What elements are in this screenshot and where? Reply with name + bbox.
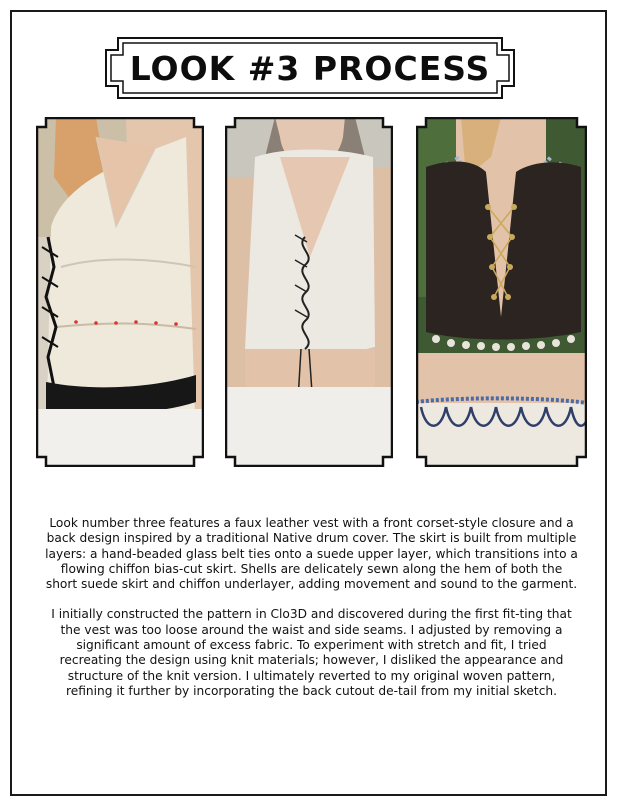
photo-knit-version — [225, 117, 393, 467]
paragraph-design: Look number three features a faux leather vest with a front corset-style closure and a back design inspired by a traditional Native drum cover. The skirt is built from multiple layers: a hand-beaded glass belt ties onto a suede upper layer, which transitions into a flowing chiffon bias-cut skirt. Shells are delicately sewn along the hem of both the short suede skirt and chiffon underlayer, adding movement and sound to the garment. — [45, 516, 578, 592]
photo-muslin-mockup — [36, 117, 204, 467]
paragraph-process: I initially constructed the pattern in Clo3D and discovered during the first fit-ting that the vest was too loose around the waist and side seams. I adjusted by removing a significant amount of excess fabric. To experiment with stretch and fit, I tried recreating the design using knit materials; however, I disliked the appearance and structure of the knit version. I ultimately reverted to my original woven pattern, refining it further by incorporating the back cutout de-tail from my initial sketch. — [51, 607, 572, 698]
page-title: LOOK #3 PROCESS — [129, 48, 491, 88]
description-text — [44, 516, 579, 714]
title-plate — [104, 36, 516, 100]
photo-leather-vest — [416, 117, 587, 467]
